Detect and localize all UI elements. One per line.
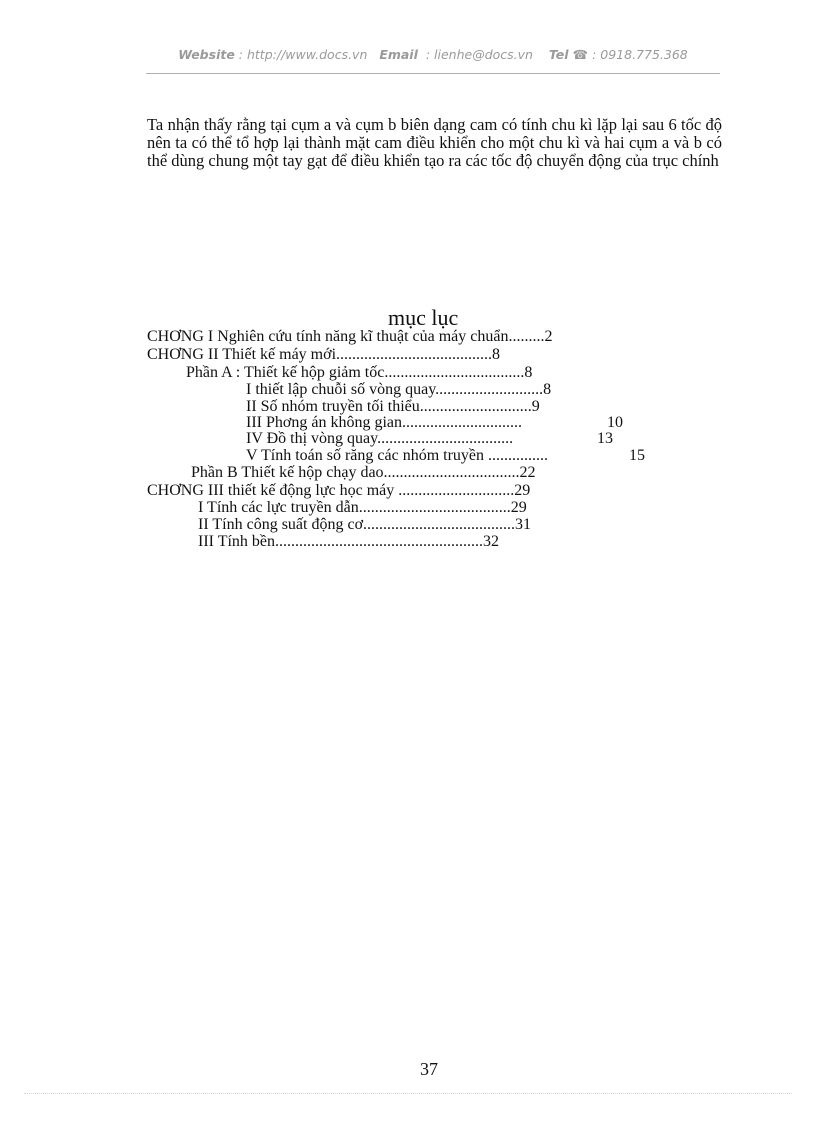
footer-divider xyxy=(24,1093,792,1094)
toc-entry: CHƠNG II Thiết kế máy mới.......................................8 xyxy=(147,346,501,363)
toc-entry: I Tính các lực truyền dẫn......................................29 xyxy=(198,499,527,516)
toc-entry: I thiết lập chuỗi số vòng quay...........................8 xyxy=(246,381,552,398)
toc-entry: II Tính công suất động cơ......................................31 xyxy=(198,516,532,533)
email-label: Email xyxy=(379,47,418,62)
toc-page-number: 10 xyxy=(607,414,623,431)
tel-value: ☎ : 0918.775.368 xyxy=(572,47,688,62)
toc-entry: III Phơng án không gian.............................. xyxy=(246,414,522,431)
toc-entry: III Tính bền....................................................32 xyxy=(198,533,500,550)
header-divider xyxy=(146,73,720,74)
toc-entry: IV Đồ thị vòng quay.................................. xyxy=(246,430,514,447)
toc-entry: Phần A : Thiết kế hộp giảm tốc...................................8 xyxy=(186,364,533,381)
toc-entry: CHƠNG I Nghiên cứu tính năng kĩ thuật của máy chuẩn.........2 xyxy=(147,328,553,345)
toc-title: mục lục xyxy=(388,305,459,330)
body-paragraph: Ta nhận thấy rằng tại cụm a và cụm b biên dạng cam có tính chu kì lặp lại sau 6 tốc độ nên ta có thể tổ hợp lại thành mặt cam điều khiển cho một chu kì và hai cụm a và b có thể dùng chung một tay gạt để điều khiển tạo ra các tốc độ chuyển động của trục chính xyxy=(147,115,722,170)
toc-entry: V Tính toán số răng các nhóm truyền ............... xyxy=(246,447,549,464)
toc-entry: CHƠNG III thiết kế động lực học máy .............................29 xyxy=(147,482,531,499)
tel-label: Tel xyxy=(548,47,569,62)
toc-page-number: 13 xyxy=(597,430,613,447)
page-number: 37 xyxy=(420,1059,438,1079)
page-header xyxy=(0,47,816,62)
website-label: Website xyxy=(178,47,235,62)
toc-page-number: 15 xyxy=(629,447,645,464)
toc-entry: Phần B Thiết kế hộp chạy dao..................................22 xyxy=(191,464,536,481)
toc-entry: II Số nhóm truyền tối thiểu............................9 xyxy=(246,398,540,415)
website-value: : http://www.docs.vn xyxy=(238,47,368,62)
email-value: : lienhe@docs.vn xyxy=(425,47,533,62)
